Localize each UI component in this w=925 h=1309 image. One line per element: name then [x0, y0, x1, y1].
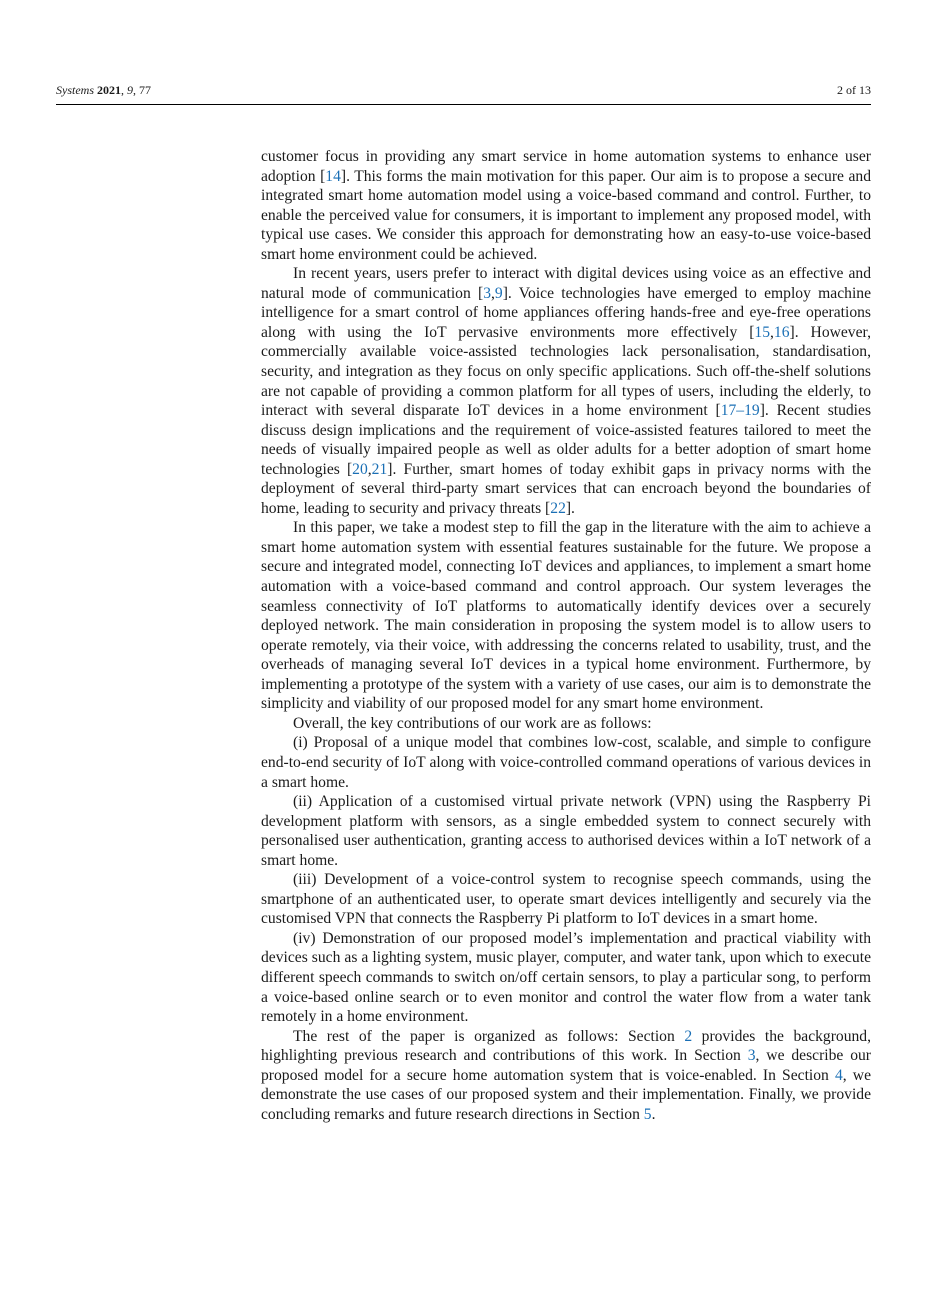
paragraph — [261, 733, 871, 792]
journal-name: Systems — [56, 83, 94, 97]
paragraph — [261, 792, 871, 870]
paragraph-text: (i) Proposal of a unique model that combines low-cost, scalable, and simple to configure end-to-end security of IoT along with voice-controlled command operations of various devices in a smart home. — [261, 734, 871, 791]
body-text — [261, 147, 871, 1124]
citation-link[interactable]: 9 — [494, 284, 503, 302]
paragraph — [261, 1027, 871, 1125]
citation-link[interactable]: 2 — [684, 1027, 693, 1045]
paragraph-text: Overall, the key contributions of our work are as follows: — [293, 714, 652, 732]
paragraph — [261, 147, 871, 264]
paragraph — [261, 264, 871, 518]
paragraph-text: ]. This forms the main motivation for this paper. Our aim is to propose a secure and integrated smart home automation model using a voice-based command and control. Further, to enable the perceived value for consumers, it is important to implement any proposed model, with typical use cases. We consider this approach for demonstrating how an easy-to-use voice-based smart home environment could be achieved. — [261, 167, 871, 263]
citation-link[interactable]: 14 — [325, 167, 341, 185]
citation-link[interactable]: 15 — [754, 323, 770, 341]
paragraph-text: ]. Voice technologies have emerged to employ machine intelligence for a smart control of home appliances offering hands-free and eye-free operations along with using the IoT pervasive environments more effectively [ — [261, 284, 871, 341]
page-number: 2 of 13 — [837, 83, 871, 97]
citation-link[interactable]: 20 — [352, 460, 368, 478]
paragraph-text: In recent years, users prefer to interact with digital devices using voice as an effective and natural mode of communication [ — [261, 265, 871, 302]
paragraph-text: provides the background, highlighting previous research and contributions of this work. In Section — [261, 1027, 871, 1065]
paragraph-text: The rest of the paper is organized as follows: Section — [293, 1027, 685, 1045]
paragraph-text: , — [367, 460, 372, 478]
paragraph-text: , we describe our proposed model for a secure home automation system that is voice-enabled. In Section — [261, 1047, 871, 1084]
paragraph-text: ]. Further, smart homes of today exhibit gaps in privacy norms with the deployment of several third-party smart services that can encroach beyond the boundaries of home, leading to security and privacy threats [ — [261, 460, 871, 517]
citation-link[interactable]: 17–19 — [720, 402, 760, 420]
citation-link[interactable]: 5 — [643, 1105, 652, 1123]
citation-link[interactable]: 16 — [773, 323, 790, 341]
paragraph-text: (iv) Demonstration of our proposed model’s implementation and practical viability with devices such as a lighting system, music player, computer, and water tank, upon which to execute different speech commands to switch on/off certain sensors, to play a particular song, to perform a voice-based online search or to even monitor and control the water flow from a water tank remotely in a home environment. — [261, 929, 871, 1026]
paragraph-text: ]. However, commercially available voice-assisted technologies lack personalisation, standardisation, security, and integration as they focus on only specific applications. Such off-the-shelf solutions are not capable of providing a common platform for all types of users, including the elderly, to interact with several disparate IoT devices in a home environment [ — [261, 323, 871, 420]
paragraph-text: , we demonstrate the use cases of our proposed system and their implementation. Finally, we provide concluding remarks and future research directions in Section — [261, 1066, 871, 1123]
paragraph-text: , — [770, 323, 774, 341]
paragraph-text: , — [491, 284, 495, 302]
paragraph-text: ]. Recent studies discuss design implications and the requirement of voice-assisted features tailored to meet the needs of visually impaired people as well as older adults for a better adoption of smart home technologies [ — [261, 402, 872, 478]
running-header — [56, 80, 871, 100]
paragraph-text: In this paper, we take a modest step to fill the gap in the literature with the aim to achieve a smart home automation system with essential features sustainable for the future. We propose a secure and integrated model, connecting IoT devices and appliances, to implement a smart home automation with a voice-based command and control approach. Our system leverages the seamless connectivity of IoT platforms to automatically identify devices over a securely deployed network. The main consideration in proposing the system model is to allow users to operate remotely, via their voice, with addressing the concerns related to usability, trust, and the overheads of managing several IoT devices in a typical home environment. Furthermore, by implementing a prototype of the system with a variety of use cases, our aim is to demonstrate the simplicity and viability of our proposed model for any smart home environment. — [261, 519, 871, 713]
citation-link[interactable]: 22 — [550, 499, 566, 517]
citation-link[interactable]: 21 — [371, 460, 388, 478]
paragraph-text: (ii) Application of a customised virtual private network (VPN) using the Raspberry Pi development platform with sensors, as a single embedded system to connect securely with personalised user authentication, granting access to authorised devices within a IoT network of a smart home. — [261, 793, 871, 869]
paragraph — [261, 714, 871, 734]
header-rule — [56, 104, 871, 105]
paragraph-text: (iii) Development of a voice-control system to recognise speech commands, using the smartphone of an authenticated user, to operate smart devices intelligently and securely via the customised VPN that connects the Raspberry Pi platform to IoT devices in a smart home. — [261, 871, 871, 928]
paragraph — [261, 518, 871, 713]
journal-volume: 9 — [127, 83, 133, 97]
paragraph-text: . — [651, 1105, 656, 1123]
citation-link[interactable]: 3 — [747, 1047, 756, 1065]
journal-citation: Systems 2021, 9, 77 — [56, 83, 151, 97]
paragraph-text: customer focus in providing any smart service in home automation systems to enhance user adoption [ — [261, 148, 871, 185]
paragraph-text: ]. — [565, 499, 575, 517]
paragraph — [261, 870, 871, 929]
journal-year: 2021 — [97, 83, 121, 97]
citation-link[interactable]: 3 — [483, 284, 491, 302]
article-number: 77 — [139, 83, 151, 97]
citation-link[interactable]: 4 — [834, 1066, 843, 1084]
paragraph — [261, 929, 871, 1027]
